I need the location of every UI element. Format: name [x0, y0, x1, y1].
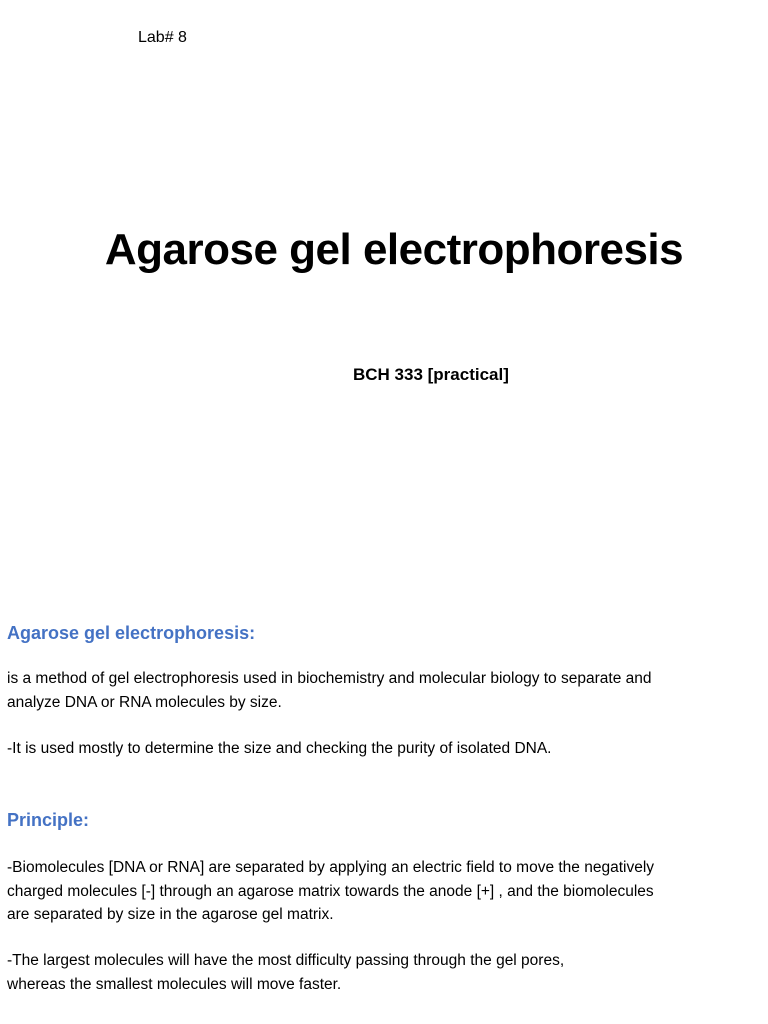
- size-line: -The largest molecules will have the most difficulty passing through the gel pores,: [7, 952, 565, 969]
- slide-title: Agarose gel electrophoresis: [104, 225, 684, 274]
- definition-line: analyze DNA or RNA molecules by size.: [7, 693, 282, 711]
- principle-heading: Principle:: [7, 810, 90, 830]
- definition-heading: Agarose gel electrophoresis:: [7, 623, 256, 643]
- size-paragraph: [7, 949, 757, 996]
- lab-number-label: Lab# 8: [138, 29, 187, 46]
- usage-line: -It is used mostly to determine the size and checking the purity of isolated DNA.: [7, 740, 552, 757]
- definition-line: is a method of gel electrophoresis used in biochemistry and molecular biology to separate and: [7, 670, 652, 687]
- course-code-label: BCH 333 [practical]: [353, 365, 509, 384]
- definition-paragraph: [7, 667, 757, 714]
- principle-paragraph: [7, 856, 757, 927]
- principle-line: are separated by size in the agarose gel matrix.: [7, 906, 334, 923]
- usage-paragraph: [7, 737, 757, 761]
- size-line: whereas the smallest molecules will move faster.: [7, 975, 342, 993]
- principle-line: charged molecules [-] through an agarose matrix towards the anode [+] , and the biomolecules: [7, 882, 654, 900]
- principle-line: -Biomolecules [DNA or RNA] are separated by applying an electric field to move the negatively: [7, 859, 655, 876]
